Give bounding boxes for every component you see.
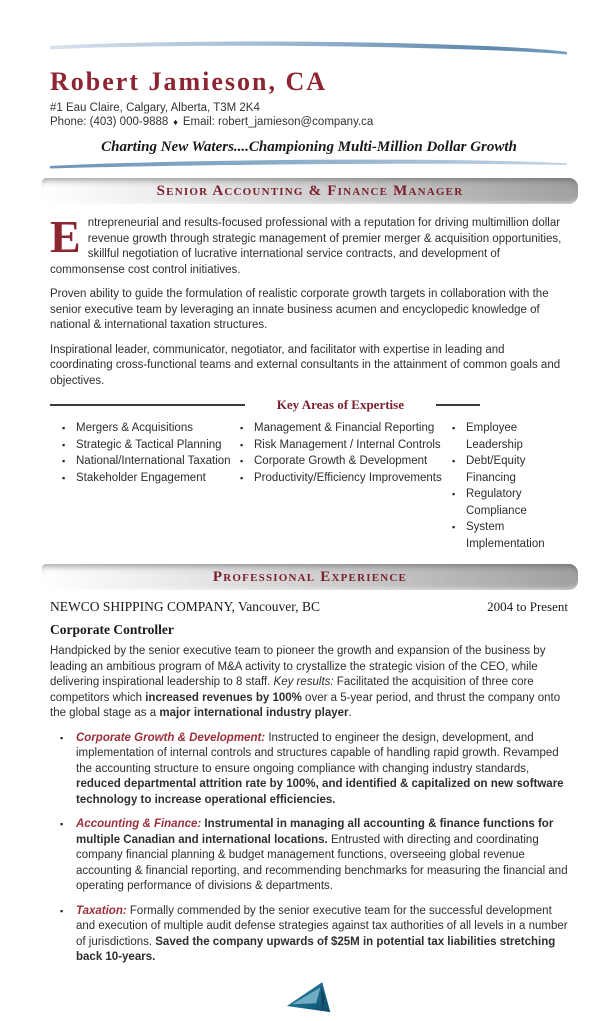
key-area-item: ▪ Corporate Growth & Development (240, 453, 452, 470)
key-area-item: ▪ Risk Management / Internal Controls (240, 437, 452, 454)
top-swoosh-divider (50, 40, 568, 57)
bullet-text: Instructed to engineer the design, development, and implementation of internal controls and structures capable of handling rapid growth. Revamped the accounting structure to ensure ongoing compliance with changing industry standards, (76, 731, 559, 775)
key-area-item: ▪ Management & Financial Reporting (240, 420, 452, 437)
intro-segment: Facilitated the acquisition of three core competitors which (50, 676, 534, 704)
key-areas-heading: Key Areas of Expertise (276, 397, 404, 412)
key-areas-columns (50, 420, 568, 552)
company-name: NEWCO SHIPPING COMPANY, Vancouver, BC (50, 599, 320, 614)
summary-paragraph-1-text: ntrepreneurial and results-focused professional with a reputation for driving multimillion dollar revenue growth through strategic management of premier merger & acquisition opportunities, skillful negotiation of lucrative international service contracts, and development of commonsense cost control initiatives. (50, 217, 562, 276)
tagline-swoosh-divider (50, 158, 568, 170)
sail-triangle-icon (286, 980, 332, 1016)
bullet-text: Formally commended by the senior executive team for the successful development and execution of multiple audit defense strategies against tax authorities of all levels in a number of jurisdictions. (76, 904, 568, 948)
key-areas-column-1 (62, 420, 240, 552)
heading-rule-left (50, 404, 245, 406)
summary-paragraph-1 (50, 211, 568, 278)
contact-block (50, 101, 568, 129)
job-title: Corporate Controller (50, 622, 174, 637)
job-header-row (50, 599, 568, 615)
bullet-bold-text: reduced departmental attrition rate by 100%, and identified & capitalized on new software technology to increase operational efficiencies. (76, 778, 564, 806)
bullet-label: Accounting & Finance: (76, 818, 202, 830)
summary-paragraph-3: Inspirational leader, communicator, negotiator, and facilitator with expertise in leading and coordinating cross-functional teams and external consultants in the attainment of common goals and objectives. (50, 343, 561, 387)
achievement-bullet-growth (60, 731, 568, 809)
footer-logo-area (50, 980, 568, 1021)
bullet-text: Entrusted with directing and coordinating company financial planning & budget management functions, overseeing global revenue accounting & financial reporting, and recommending benchmarks for measuring the financial and operating performance of divisions & departments. (76, 833, 568, 892)
key-areas-column-2 (240, 420, 452, 552)
key-area-item: ▪ System Implementation (452, 519, 568, 552)
dropcap-letter: E (50, 211, 81, 262)
key-areas-column-3 (452, 420, 568, 552)
bullet-label: Corporate Growth & Development: (76, 731, 266, 744)
achievement-bullet-accounting (60, 817, 568, 895)
tagline: Charting New Waters....Championing Multi-Million Dollar Growth (101, 139, 517, 155)
bullet-bold-text: Instrumental in managing all accounting & finance functions for multiple Canadian and international locations. (76, 818, 554, 846)
professional-experience-banner: Professional Experience (42, 564, 578, 590)
intro-segment: over a 5-year period, and thrust the company onto the global stage as a (50, 691, 561, 719)
address-line: #1 Eau Claire, Calgary, Alberta, T3M 2K4 (50, 102, 260, 114)
employment-dates: 2004 to Present (487, 599, 568, 614)
intro-segment: Handpicked by the senior executive team to pioneer the growth and expansion of the business by leading an ambitious program of M&A activity to crystallize the strategic vision of the CEO, while delivering inspirational leadership to 8 staff. (50, 645, 546, 688)
bullet-bold-text: Saved the company upwards of $25M in potential tax liabilities stretching back 10-years. (76, 935, 556, 963)
intro-bold-segment: major international industry player (159, 707, 349, 719)
key-area-item: ▪ Stakeholder Engagement (62, 470, 240, 487)
job-intro-paragraph (50, 644, 568, 722)
bullet-label: Taxation: (76, 904, 127, 917)
key-area-item: ▪ Employee Leadership (452, 420, 568, 453)
key-area-item: ▪ Debt/Equity Financing (452, 453, 568, 486)
job-title-banner: Senior Accounting & Finance Manager (42, 178, 578, 204)
intro-segment: . (348, 707, 352, 719)
email-text: Email: robert_jamieson@company.ca (182, 116, 374, 128)
candidate-name: Robert Jamieson, CA (50, 67, 328, 96)
key-area-item: ▪ Regulatory Compliance (452, 486, 568, 519)
diamond-separator-icon: ♦ (173, 117, 178, 127)
key-area-item: ▪ National/International Taxation (62, 453, 240, 470)
key-area-item: ▪ Mergers & Acquisitions (62, 420, 240, 437)
key-area-item: ▪ Strategic & Tactical Planning (62, 437, 240, 454)
intro-key-results-label: Key results: (273, 676, 334, 688)
achievement-bullet-list (50, 731, 568, 966)
heading-rule-right (436, 404, 480, 406)
intro-bold-segment: increased revenues by 100% (145, 691, 302, 704)
achievement-bullet-taxation (60, 904, 568, 966)
phone-email-line (50, 115, 568, 129)
phone-text: Phone: (403) 000-9888 (50, 116, 169, 128)
key-areas-heading-row (50, 397, 568, 413)
key-area-item: ▪ Productivity/Efficiency Improvements (240, 470, 452, 487)
summary-paragraph-2: Proven ability to guide the formulation of realistic corporate growth targets in collaboration with the senior executive team by leveraging an innate business acumen and encyclopedic knowledge of national & international taxation structures. (50, 288, 549, 331)
